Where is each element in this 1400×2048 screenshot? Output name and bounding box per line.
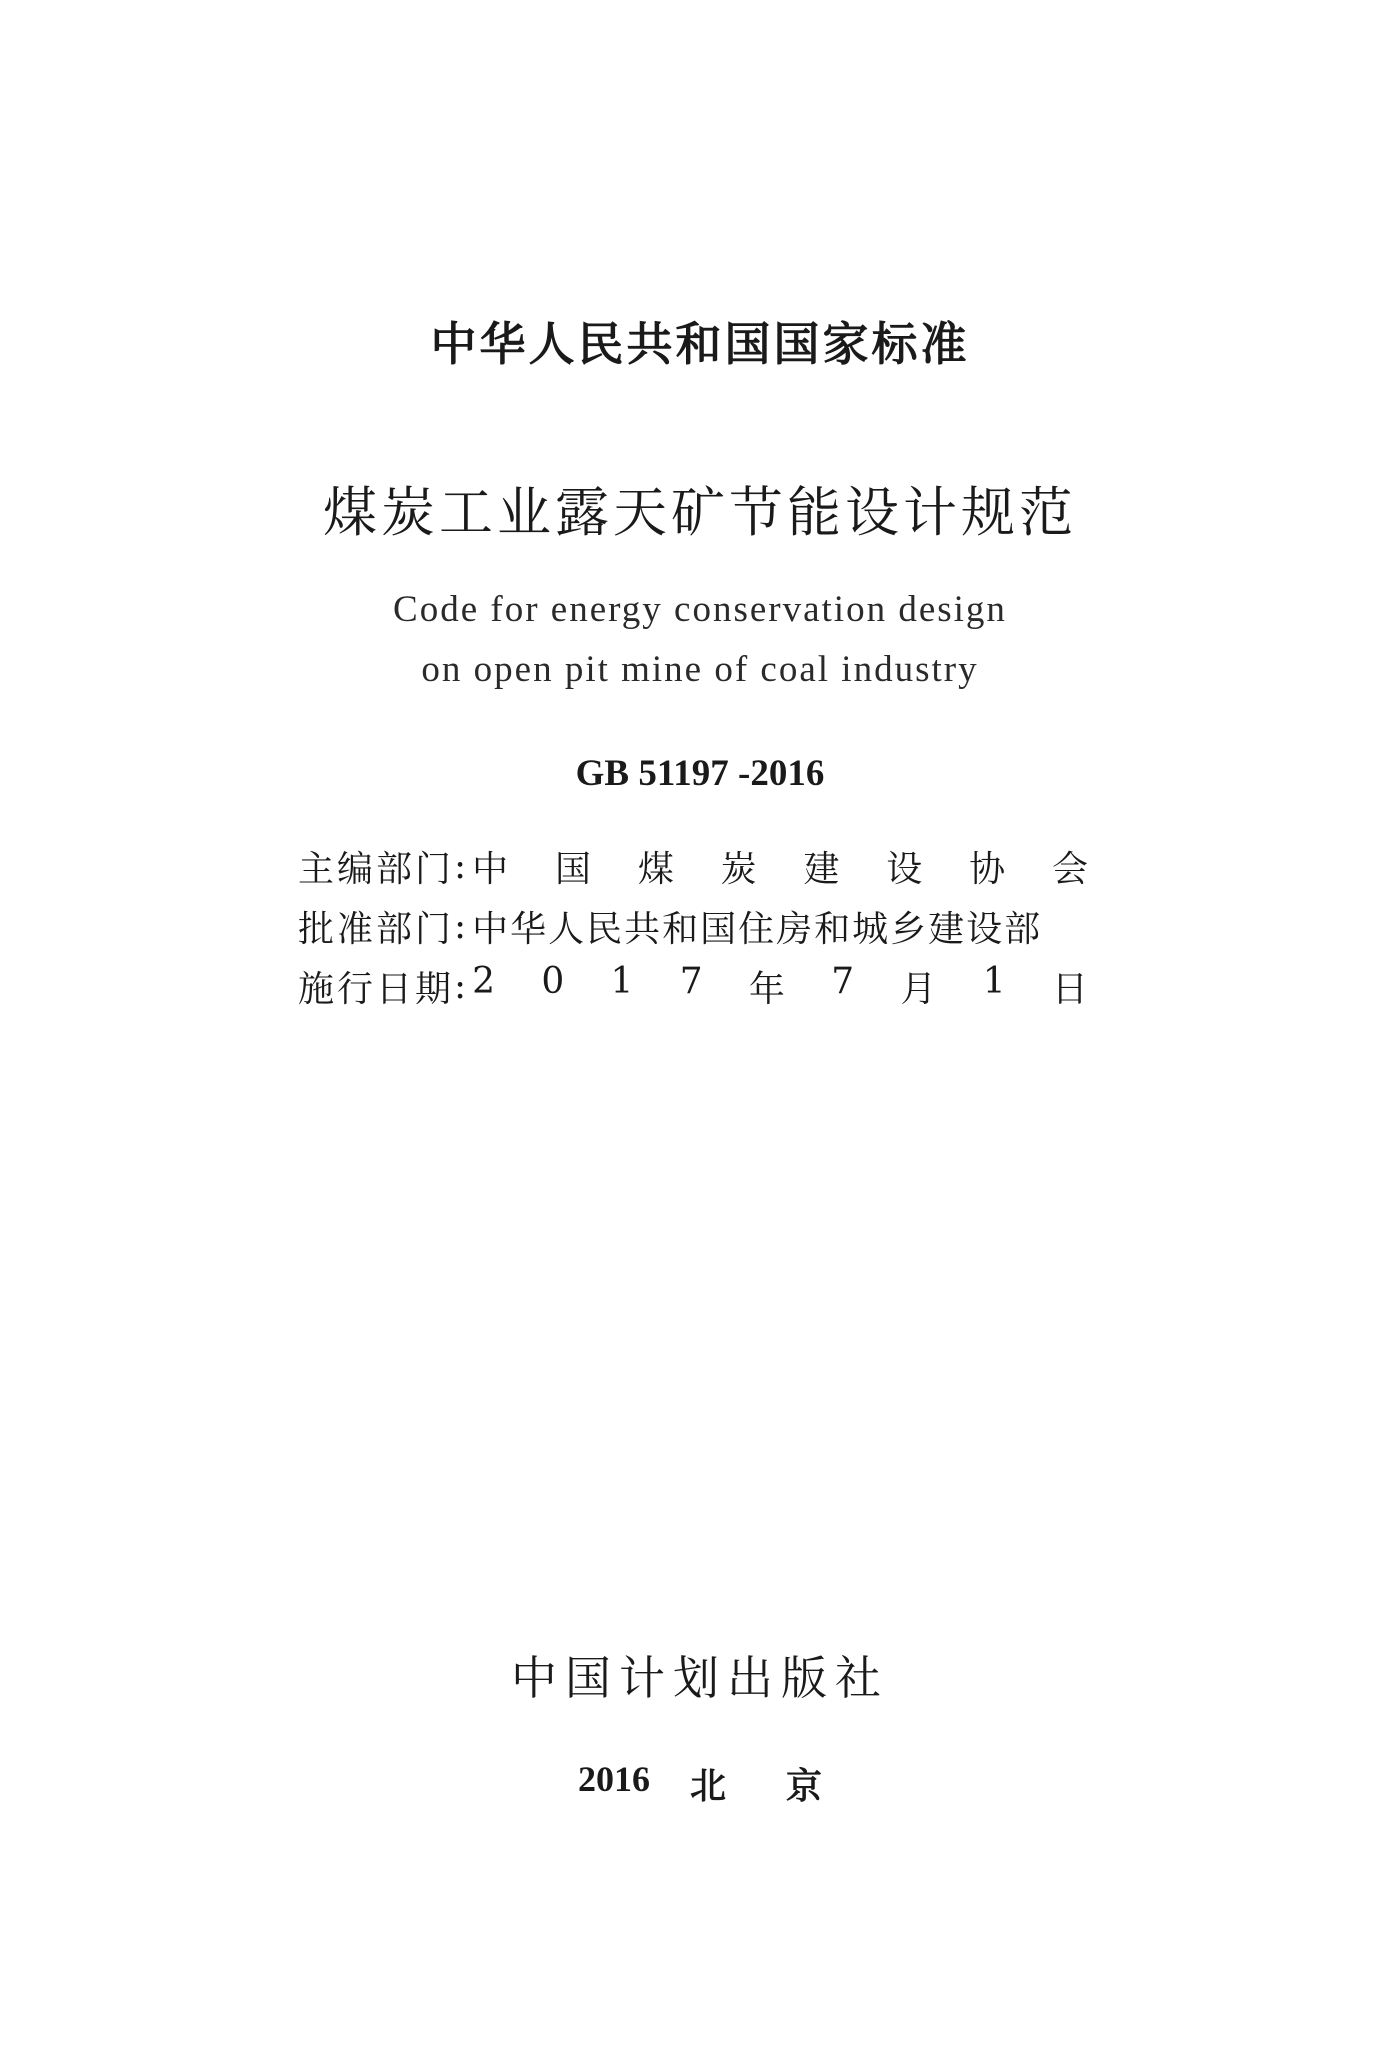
date-char: 月 (900, 968, 937, 1010)
editor-char: 中 (472, 848, 509, 890)
publisher-name: 中国计划出版社 (511, 1651, 889, 1705)
series-title: 中华人民共和国国家标准 (430, 317, 970, 371)
editor-char: 设 (886, 848, 923, 890)
approver-department-label: 批准部门 (298, 908, 455, 950)
date-char: 1 (982, 960, 1006, 1002)
approver-department-value: 中华人民共和国住房和城乡建设部 (472, 908, 1043, 950)
effective-date-label: 施行日期 (298, 968, 455, 1010)
editor-char: 会 (1051, 848, 1088, 890)
date-char: 年 (748, 968, 785, 1010)
editor-char: 炭 (720, 848, 757, 890)
imprint-year: 2016 (577, 1759, 650, 1799)
editor-char: 煤 (637, 848, 674, 890)
effective-date-value (472, 961, 1088, 1012)
effective-date-separator: : (454, 965, 467, 1007)
date-char: 1 (610, 960, 634, 1002)
editor-department-label: 主编部门 (298, 848, 455, 890)
imprint-city: 北京 (689, 1765, 882, 1807)
approver-department-separator: : (454, 905, 467, 947)
document-title-english-line-2: on open pit mine of coal industry (421, 649, 979, 690)
editor-char: 协 (969, 848, 1006, 890)
document-title-english-line-1: Code for energy conservation design (393, 589, 1007, 630)
standard-code: GB 51197 -2016 (575, 753, 825, 794)
editor-department-value (472, 841, 1088, 892)
editor-char: 国 (554, 848, 591, 890)
date-char: 7 (679, 960, 703, 1002)
approver-department-row (298, 902, 1088, 950)
date-char: 0 (541, 960, 565, 1002)
date-char: 2 (472, 960, 496, 1002)
date-char: 日 (1051, 968, 1088, 1010)
editor-department-row (298, 842, 1088, 890)
date-char: 7 (831, 960, 855, 1002)
imprint-line (0, 1758, 1400, 1809)
effective-date-row (298, 962, 1088, 1010)
document-title-chinese: 煤炭工业露天矿节能设计规范 (323, 481, 1077, 544)
editor-department-separator: : (454, 845, 467, 887)
editor-char: 建 (803, 848, 840, 890)
